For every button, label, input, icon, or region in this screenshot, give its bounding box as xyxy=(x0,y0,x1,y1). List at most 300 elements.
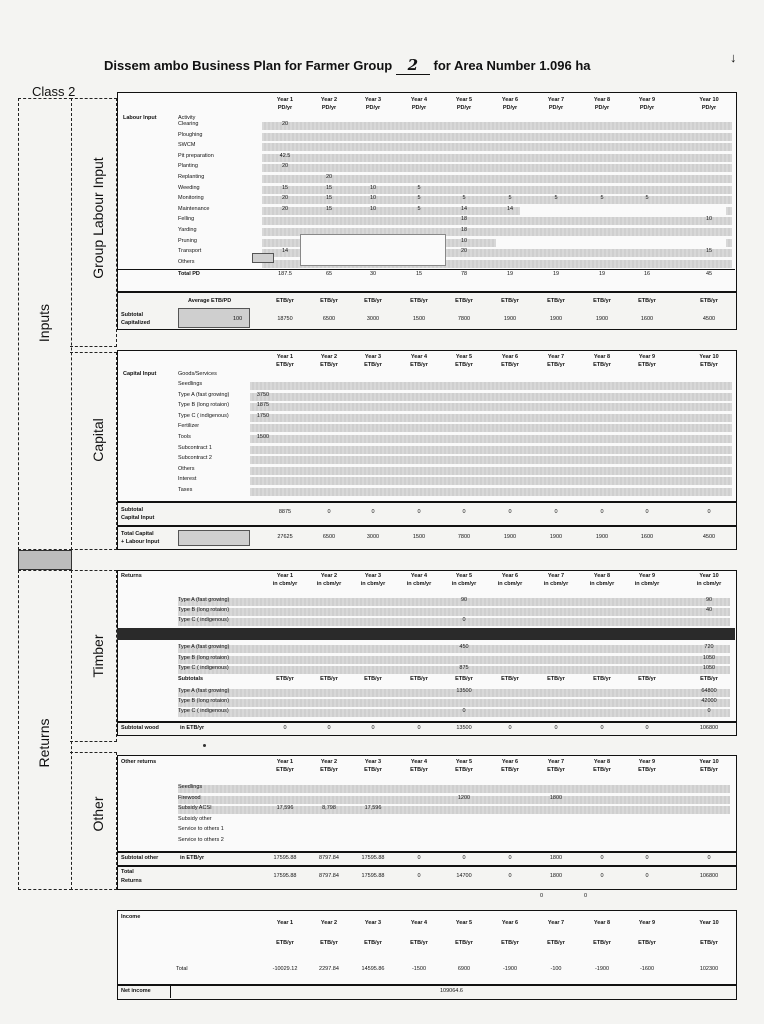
value-type-label: Type B (long rotaion) xyxy=(178,698,230,704)
total-returns-value: 17595.88 xyxy=(273,873,297,879)
year-header: Year 1 xyxy=(276,573,294,579)
row-shade xyxy=(178,699,730,707)
subtotal-unit: ETB/yr xyxy=(501,298,519,304)
inputs-label: Inputs xyxy=(36,303,52,343)
year-unit: ETB/yr xyxy=(276,767,294,773)
year-header: Year 9 xyxy=(638,354,656,360)
activity-label: Yarding xyxy=(178,227,197,233)
year-unit: ETB/yr xyxy=(501,362,519,368)
year-header: Year 9 xyxy=(638,97,656,103)
timber-subtotal-value: 13500 xyxy=(456,725,472,731)
row-shade xyxy=(262,217,732,225)
activity-label: Clearing xyxy=(178,121,199,127)
volume-y10: 90 xyxy=(705,597,713,603)
cell-value: 5 xyxy=(508,195,512,202)
year-header: Year 5 xyxy=(455,920,473,926)
total-pd-value: 45 xyxy=(705,271,713,278)
capital-item-label: Subcontract 1 xyxy=(178,444,212,451)
activity-label: Maintenance xyxy=(178,205,210,212)
below-zero-2: 0 xyxy=(584,893,588,899)
returns-label: Returns xyxy=(36,718,52,768)
cell-value: 5 xyxy=(462,195,466,202)
year-unit: ETB/yr xyxy=(593,767,611,773)
subtotal-unit: ETB/yr xyxy=(593,298,611,304)
year-unit: ETB/yr xyxy=(320,362,338,368)
row-shade xyxy=(250,446,732,454)
row-shade xyxy=(178,656,730,664)
year-header: Year 1 xyxy=(276,920,294,926)
value-type-label: Type A (fast growing) xyxy=(178,688,230,694)
year-unit: ETB/yr xyxy=(410,362,428,368)
year-unit: ETB/yr xyxy=(364,767,382,773)
total-returns-value: 0 xyxy=(508,873,512,879)
income-total-value: -1900 xyxy=(594,966,610,972)
subtotal-unit: ETB/yr xyxy=(638,298,656,304)
cell-value: 10 xyxy=(705,216,713,223)
labour-subtotal-value: 3000 xyxy=(366,316,380,322)
year-unit: ETB/yr xyxy=(547,767,565,773)
value-y10: 0 xyxy=(707,708,711,714)
activity-label: Felling xyxy=(178,216,195,223)
total-returns-value: 1800 xyxy=(549,873,563,879)
year-header: Year 10 xyxy=(699,573,719,579)
year-header: Year 1 xyxy=(276,354,294,360)
capital-year1-value: 3750 xyxy=(256,391,270,398)
year-header: Year 2 xyxy=(320,97,338,103)
total-pd-label: Total PD xyxy=(178,271,200,278)
year-header: Year 9 xyxy=(638,759,656,765)
firewood-value: 1800 xyxy=(549,794,563,801)
cell-value: 20 xyxy=(460,248,468,255)
capital-subtotal-value: 0 xyxy=(600,509,604,515)
year-header: Year 3 xyxy=(364,354,382,360)
year-header: Year 8 xyxy=(593,759,611,765)
total-capital-gray-cell xyxy=(178,530,250,546)
total-pd-value: 187.5 xyxy=(278,271,292,278)
year-header: Year 2 xyxy=(320,354,338,360)
other-item-label: Service to others 2 xyxy=(178,837,224,843)
net-income-box xyxy=(117,984,737,1000)
timber-subtotal-value: 0 xyxy=(554,725,558,731)
cell-value: 5 xyxy=(554,195,558,202)
timber-type-label: Type B (long rotaion) xyxy=(178,607,230,613)
net-income-value: 109064.6 xyxy=(440,988,463,994)
cell-value: 10 xyxy=(369,195,377,202)
cell-value: 14 xyxy=(506,205,514,212)
row-shade xyxy=(250,488,732,496)
subtotal-other-unit: in ETB/yr xyxy=(180,855,205,861)
subtotal-unit: ETB/yr xyxy=(320,676,338,682)
year-header: Year 8 xyxy=(593,354,611,360)
white-gap xyxy=(300,234,446,266)
labour-subtotal-value: 7800 xyxy=(457,316,471,322)
cell-value: 10 xyxy=(369,205,377,212)
price-type-label: Type A (fast growing) xyxy=(178,644,230,650)
capital-subtotal-value: 0 xyxy=(554,509,558,515)
row-shade xyxy=(262,164,732,172)
capital-total-value: 7800 xyxy=(457,534,471,540)
subsidy-acsi-value: 17,596 xyxy=(276,805,294,812)
title-prefix: Dissem ambo Business Plan for Farmer Group xyxy=(104,58,393,73)
year-unit: in cbm/yr xyxy=(589,581,615,587)
year-header: Year 6 xyxy=(501,759,519,765)
subtotal-wood-label: Subtotal wood xyxy=(121,725,159,731)
year-header: Year 6 xyxy=(501,573,519,579)
timber-type-label: Type A (fast growing) xyxy=(178,597,230,603)
labour-subtotal-value: 1600 xyxy=(640,316,654,322)
row-shade xyxy=(178,806,730,814)
year-unit: PD/yr xyxy=(277,105,293,111)
year-unit: ETB/yr xyxy=(455,362,473,368)
subtotal-unit: ETB/yr xyxy=(700,676,718,682)
subtotal-unit: ETB/yr xyxy=(364,298,382,304)
subtotal-unit: ETB/yr xyxy=(364,676,382,682)
year-unit: PD/yr xyxy=(411,105,427,111)
capital-item-label: Seedlings xyxy=(178,381,203,387)
cell-value: 5 xyxy=(600,195,604,202)
price-y10: 1050 xyxy=(702,665,716,671)
other-item-label: Subsidy other xyxy=(178,815,212,822)
group-number: 2 xyxy=(396,56,430,75)
volume-y5: 90 xyxy=(460,597,468,603)
row-shade xyxy=(178,785,730,793)
year-unit: ETB/yr xyxy=(410,940,428,946)
white-gap xyxy=(496,238,726,248)
activity-label: Transport xyxy=(178,248,202,255)
timber-subtotal-value: 0 xyxy=(283,725,287,731)
year-unit: PD/yr xyxy=(456,105,472,111)
year-header: Year 8 xyxy=(593,97,611,103)
year-unit: ETB/yr xyxy=(276,362,294,368)
labour-subtotal-value: 1500 xyxy=(412,316,426,322)
labour-section-label: Labour Input xyxy=(123,115,157,121)
labour-capitalized-label: Capitalized xyxy=(121,320,151,326)
row-shade xyxy=(250,477,732,485)
year-unit: PD/yr xyxy=(365,105,381,111)
capital-year1-value: 1750 xyxy=(256,412,270,419)
cell-value: 5 xyxy=(417,205,421,212)
year-header: Year 3 xyxy=(364,97,382,103)
row-shade xyxy=(250,403,732,411)
year-unit: in cbm/yr xyxy=(272,581,298,587)
year-unit: ETB/yr xyxy=(320,940,338,946)
year-header: Year 5 xyxy=(455,97,473,103)
value-y5: 13500 xyxy=(456,688,472,694)
capital-year1-value: 1500 xyxy=(256,434,270,440)
transport-cell xyxy=(252,253,274,263)
year-header: Year 6 xyxy=(501,354,519,360)
year-unit: ETB/yr xyxy=(593,940,611,946)
year-unit: ETB/yr xyxy=(364,362,382,368)
class-label: Class 2 xyxy=(32,84,76,99)
price-y5: 450 xyxy=(459,644,469,650)
capital-input-label: Capital Input xyxy=(121,515,155,521)
cell-value: 15 xyxy=(325,195,333,202)
year-header: Year 10 xyxy=(699,97,719,103)
year-header: Year 8 xyxy=(593,920,611,926)
subtotal-unit: ETB/yr xyxy=(638,676,656,682)
year-header: Year 8 xyxy=(593,573,611,579)
year-unit: ETB/yr xyxy=(547,940,565,946)
year-header: Year 7 xyxy=(547,354,565,360)
timber-subtotal-value: 0 xyxy=(508,725,512,731)
other-subtotal-value: 1800 xyxy=(549,855,563,861)
white-gap xyxy=(520,206,726,216)
income-total-value: -100 xyxy=(550,966,562,972)
other-item-label: Subsidy ACSI xyxy=(178,805,212,812)
value-y5: 0 xyxy=(462,708,466,714)
activity-label: SWCM xyxy=(178,142,196,149)
row-shade xyxy=(250,382,732,390)
cell-value: 20 xyxy=(281,205,289,212)
total-pd-value: 19 xyxy=(506,271,514,278)
labour-subtotal-value: 6500 xyxy=(322,316,336,322)
subtotal-unit: ETB/yr xyxy=(410,676,428,682)
total-pd-value: 30 xyxy=(369,271,377,278)
year-unit: ETB/yr xyxy=(320,767,338,773)
subtotal-unit: ETB/yr xyxy=(547,298,565,304)
capital-subtotal-value: 0 xyxy=(371,509,375,515)
capital-item-label: Interest xyxy=(178,476,197,483)
total-pd-value: 16 xyxy=(643,271,651,278)
value-y10: 64800 xyxy=(701,688,717,694)
year-header: Year 10 xyxy=(699,920,719,926)
activity-label: Others xyxy=(178,258,195,265)
total-pd-value: 19 xyxy=(552,271,560,278)
year-unit: ETB/yr xyxy=(501,940,519,946)
price-y5: 875 xyxy=(459,665,469,671)
capital-total-value: 1500 xyxy=(412,534,426,540)
year-unit: in cbm/yr xyxy=(406,581,432,587)
other-subtotal-value: 0 xyxy=(508,855,512,861)
year-header: Year 5 xyxy=(455,759,473,765)
activity-label: Pruning xyxy=(178,237,197,244)
cell-value: 20 xyxy=(281,195,289,202)
total-returns-value: 14700 xyxy=(456,873,472,879)
year-unit: ETB/yr xyxy=(501,767,519,773)
avg-etb-value: 100 xyxy=(233,316,243,322)
value-y10: 42000 xyxy=(701,698,717,704)
labour-subtotal-label: Subtotal xyxy=(121,312,143,318)
capital-item-label: Type B (long rotaion) xyxy=(178,402,230,409)
subsidy-acsi-value: 17,596 xyxy=(364,805,382,812)
cell-value: 5 xyxy=(645,195,649,202)
other-item-label: Firewood xyxy=(178,794,201,801)
row-shade xyxy=(262,143,732,151)
total-returns-label: Total xyxy=(121,869,134,875)
row-shade xyxy=(250,435,732,443)
year-unit: ETB/yr xyxy=(700,362,718,368)
year-unit: in cbm/yr xyxy=(360,581,386,587)
year-header: Year 2 xyxy=(320,759,338,765)
row-shade xyxy=(250,393,732,401)
year-header: Year 5 xyxy=(455,573,473,579)
capital-subtotal-value: 0 xyxy=(462,509,466,515)
year-header: Year 3 xyxy=(364,573,382,579)
cell-value: 15 xyxy=(325,205,333,212)
cell-value: 18 xyxy=(460,216,468,223)
cell-value: 14 xyxy=(281,248,289,255)
year-unit: in cbm/yr xyxy=(316,581,342,587)
avg-etb-label: Average ETB/PD xyxy=(188,298,232,304)
income-total-value: -1600 xyxy=(639,966,655,972)
year-unit: ETB/yr xyxy=(547,362,565,368)
other-section-label: Other returns xyxy=(121,759,157,765)
year-header: Year 2 xyxy=(320,573,338,579)
total-line xyxy=(117,269,735,270)
subtotal-wood-unit: in ETB/yr xyxy=(180,725,205,731)
year-unit: ETB/yr xyxy=(455,940,473,946)
other-subtotal-value: 0 xyxy=(707,855,711,861)
other-subtotal-value: 17595.88 xyxy=(273,855,297,861)
cell-value: 20 xyxy=(325,174,333,180)
volume-y10: 40 xyxy=(705,607,713,613)
year-unit: in cbm/yr xyxy=(451,581,477,587)
subtotal-unit: ETB/yr xyxy=(276,676,294,682)
year-unit: ETB/yr xyxy=(700,940,718,946)
capital-total-value: 1600 xyxy=(640,534,654,540)
goods-header: Goods/Services xyxy=(178,371,217,377)
cell-value: 20 xyxy=(281,163,289,170)
dark-band xyxy=(117,628,735,640)
year-unit: in cbm/yr xyxy=(543,581,569,587)
subtotal-unit: ETB/yr xyxy=(547,676,565,682)
labour-subtotal-value: 1900 xyxy=(549,316,563,322)
cell-value: 15 xyxy=(325,184,333,191)
other-subtotal-value: 0 xyxy=(645,855,649,861)
subtotal-unit: ETB/yr xyxy=(410,298,428,304)
cell-value: 42.5 xyxy=(279,152,291,159)
year-unit: in cbm/yr xyxy=(634,581,660,587)
capital-total-value: 1900 xyxy=(549,534,563,540)
returns-section-label: Returns xyxy=(121,573,142,579)
capital-subtotal-value: 0 xyxy=(645,509,649,515)
other-subtotal-value: 8797.84 xyxy=(319,855,339,861)
price-y10: 1050 xyxy=(702,655,716,661)
year-unit: PD/yr xyxy=(502,105,518,111)
capital-item-label: Type C ( indigenous) xyxy=(178,412,229,419)
capital-item-label: Subcontract 2 xyxy=(178,455,212,462)
year-unit: PD/yr xyxy=(548,105,564,111)
total-pd-value: 19 xyxy=(598,271,606,278)
total-returns-value: 106800 xyxy=(699,873,719,879)
year-unit: ETB/yr xyxy=(364,940,382,946)
cell-value: 20 xyxy=(281,121,289,127)
total-pd-value: 78 xyxy=(460,271,468,278)
total-returns-value: 0 xyxy=(417,873,421,879)
year-unit: ETB/yr xyxy=(276,940,294,946)
capital-total-value: 1900 xyxy=(595,534,609,540)
timber-label: Timber xyxy=(90,634,106,678)
group-labour-input-label: Group Labour Input xyxy=(90,157,106,279)
total-pd-value: 15 xyxy=(415,271,423,278)
cell-value: 15 xyxy=(705,248,713,255)
capital-item-label: Others xyxy=(178,465,195,472)
row-shade xyxy=(250,467,732,475)
year-header: Year 9 xyxy=(638,920,656,926)
value-type-label: Type C ( indigenous) xyxy=(178,708,229,714)
other-label: Other xyxy=(90,796,106,832)
year-header: Year 3 xyxy=(364,759,382,765)
income-total-value: 6900 xyxy=(457,966,471,972)
year-unit: ETB/yr xyxy=(638,362,656,368)
capital-section-label: Capital Input xyxy=(123,371,157,377)
income-total-value: 2297.84 xyxy=(319,966,339,972)
year-header: Year 7 xyxy=(547,573,565,579)
year-unit: ETB/yr xyxy=(638,767,656,773)
timber-subtotal-value: 0 xyxy=(327,725,331,731)
year-header: Year 10 xyxy=(699,354,719,360)
income-total-value: -10029.12 xyxy=(272,966,298,972)
cell-value: 14 xyxy=(460,205,468,212)
capital-total-value: 27625 xyxy=(277,534,293,540)
year-unit: ETB/yr xyxy=(638,940,656,946)
capital-total-value: 3000 xyxy=(366,534,380,540)
subtotal-unit: ETB/yr xyxy=(700,298,718,304)
row-shade xyxy=(250,424,732,432)
row-shade xyxy=(250,414,732,422)
capital-item-label: Tools xyxy=(178,434,191,440)
year-header: Year 2 xyxy=(320,920,338,926)
capital-subtotal-value: 0 xyxy=(707,509,711,515)
year-unit: PD/yr xyxy=(639,105,655,111)
subsidy-acsi-value: 8,798 xyxy=(322,805,336,812)
subtotal-unit: ETB/yr xyxy=(593,676,611,682)
timber-subtotal-value: 0 xyxy=(600,725,604,731)
net-income-divider xyxy=(170,984,171,998)
row-shade xyxy=(250,456,732,464)
year-unit: ETB/yr xyxy=(593,362,611,368)
total-pd-value: 65 xyxy=(325,271,333,278)
income-total-value: -1900 xyxy=(502,966,518,972)
income-total-value: 14595.86 xyxy=(361,966,385,972)
income-total-label: Total xyxy=(176,966,188,972)
capital-item-label: Type A (fast growing) xyxy=(178,391,230,398)
year-header: Year 10 xyxy=(699,759,719,765)
year-unit: PD/yr xyxy=(701,105,717,111)
timber-subtotal-value: 0 xyxy=(371,725,375,731)
total-returns-value: 8797.84 xyxy=(319,873,339,879)
row-shade xyxy=(262,133,732,141)
row-shade xyxy=(262,122,732,130)
year-header: Year 6 xyxy=(501,97,519,103)
title-suffix: for Area Number 1.096 ha xyxy=(433,58,591,73)
year-header: Year 4 xyxy=(410,354,428,360)
labour-subtotal-value: 1900 xyxy=(595,316,609,322)
labour-subtotal-value: 1900 xyxy=(503,316,517,322)
year-header: Year 1 xyxy=(276,759,294,765)
other-subtotal-value: 17595.88 xyxy=(361,855,385,861)
income-total-value: -1500 xyxy=(411,966,427,972)
year-header: Year 7 xyxy=(547,920,565,926)
cell-value: 5 xyxy=(417,195,421,202)
total-returns-value: 0 xyxy=(645,873,649,879)
capital-subtotal-value: 0 xyxy=(327,509,331,515)
capital-item-label: Taxes xyxy=(178,487,193,493)
year-header: Year 3 xyxy=(364,920,382,926)
capital-year1-value: 1875 xyxy=(256,402,270,409)
capital-item-label: Fertilizer xyxy=(178,423,200,430)
activity-label: Planting xyxy=(178,163,198,170)
timber-subtotal-value: 0 xyxy=(417,725,421,731)
capital-label: Capital xyxy=(90,418,106,462)
year-header: Year 4 xyxy=(410,97,428,103)
year-unit: PD/yr xyxy=(594,105,610,111)
timber-type-label: Type C ( indigenous) xyxy=(178,617,229,623)
year-unit: in cbm/yr xyxy=(696,581,722,587)
other-subtotal-value: 0 xyxy=(462,855,466,861)
year-unit: PD/yr xyxy=(321,105,337,111)
